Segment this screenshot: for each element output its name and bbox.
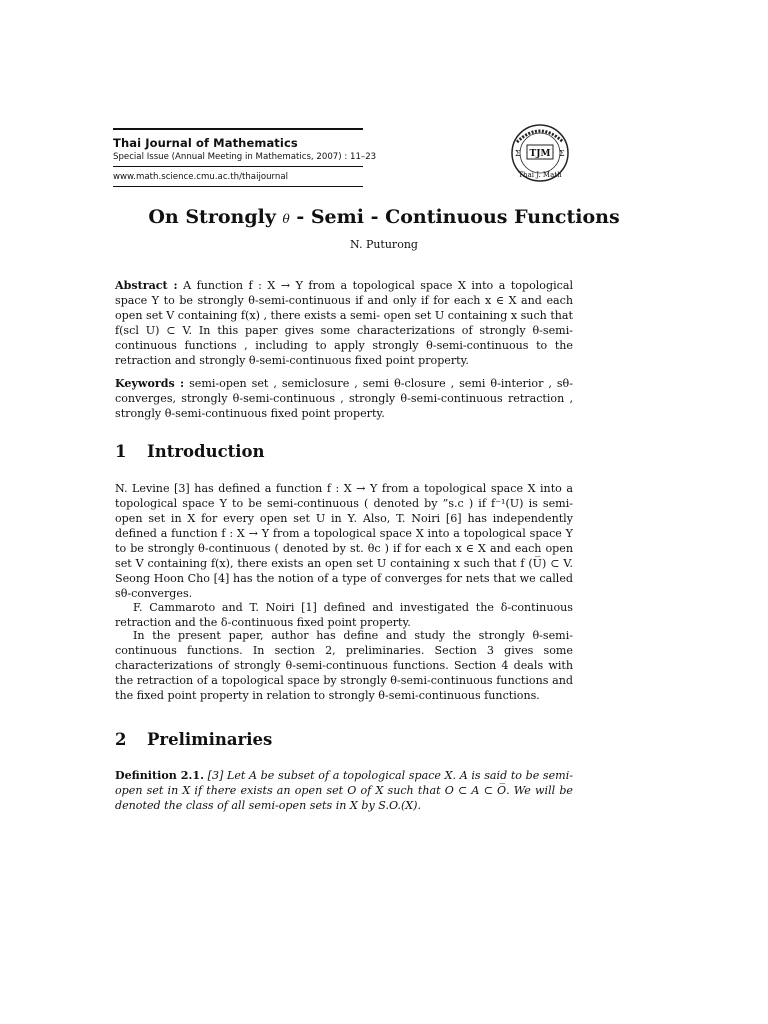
keywords-label: Keywords : [115,377,185,390]
abstract-label: Abstract : [115,279,178,292]
definition-ref: [3] [203,769,224,782]
definition-2-1 [115,768,573,813]
header-rule-middle [113,166,363,167]
intro-paragraph-1: N. Levine [3] has defined a function f : X → Y from a topological space X into a topological space Y to be semi-continuous ( denoted by ”s.c ) if f⁻¹(U) is semi-open set in X for every open set U in Y. Also, T. Noiri [6] has independently defined a function f : X → Y from a topological space X into a topological space Y to be strongly θ-continuous ( denoted by st. θc ) if for each x ∈ X and each open set V containing f(x), there exists an open set U containing x such that f (U̅) ⊂ V. Seong Hoon Cho [4] has the notion of a type of converges for nets that we called sθ-converges. [115,482,573,600]
seal-bottom-text: Thai J. Math [518,171,562,179]
paper-title [0,206,768,228]
section-number: 2 [115,730,127,749]
abstract-text: A function f : X → Y from a topological space X into a topological space Y to be strongly θ-semi-continuous if and only if for each x ∈ X and each open set V containing f(x) , there exists a semi- open set U containing x such that f(scl U) ⊂ V. In this paper gives some characterizations of strongly θ-semi-continuous functions , including to apply strongly θ-semi-continuous to the retraction and strongly θ-semi-continuous fixed point property. [115,279,574,367]
section-heading-preliminaries [115,730,272,749]
intro-paragraph-3: In the present paper, author has define and study the strongly θ-semi-continuous functions. In section 2, preliminaries. Section 3 gives some characterizations of strongly θ-semi-continuous functions. Section 4 deals with the retraction of a topological space by strongly θ-semi-continuous functions and the fixed point property in relation to strongly θ-semi-continuous functions. [115,629,573,702]
section-number: 1 [115,442,127,461]
section-title: Introduction [147,442,265,461]
header-rule-bottom [113,186,363,187]
intro-paragraph-2: F. Cammaroto and T. Noiri [1] defined and investigated the δ-continuous retraction and the δ-continuous fixed point property. [115,601,573,629]
journal-name: Thai Journal of Mathematics [113,136,298,150]
paper-author: N. Puturong [350,238,418,251]
svg-text:Σ: Σ [515,149,521,158]
keywords [115,376,573,421]
title-part-1: On Strongly [148,206,283,228]
seal-center-text: TJM [529,149,551,159]
section-title: Preliminaries [147,730,273,749]
section-heading-introduction [115,442,265,461]
journal-url: www.math.science.cmu.ac.th/thaijournal [113,172,289,182]
definition-text: Let A be subset of a topological space X. A is said to be semi-open set in X if there exists an open set O of X such that O ⊂ A ⊂ O̅. We will be denoted the class of all semi-open sets in X by S.O.(X). [115,769,573,812]
journal-issue: Special Issue (Annual Meeting in Mathematics, 2007) : 11–23 [113,152,377,162]
journal-seal-logo [505,122,575,184]
keywords-text: semi-open set , semiclosure , semi θ-closure , semi θ-interior , sθ-converges, strongly θ-semi-continuous , strongly θ-semi-continuous retraction , strongly θ-semi-continuous fixed point property. [115,377,573,420]
svg-text:Σ: Σ [559,149,565,158]
title-theta: θ [282,212,290,226]
definition-label: Definition 2.1. [115,769,204,782]
abstract [115,278,573,368]
title-part-2: - Semi - Continuous Functions [289,206,620,228]
header-rule-top [113,128,363,130]
